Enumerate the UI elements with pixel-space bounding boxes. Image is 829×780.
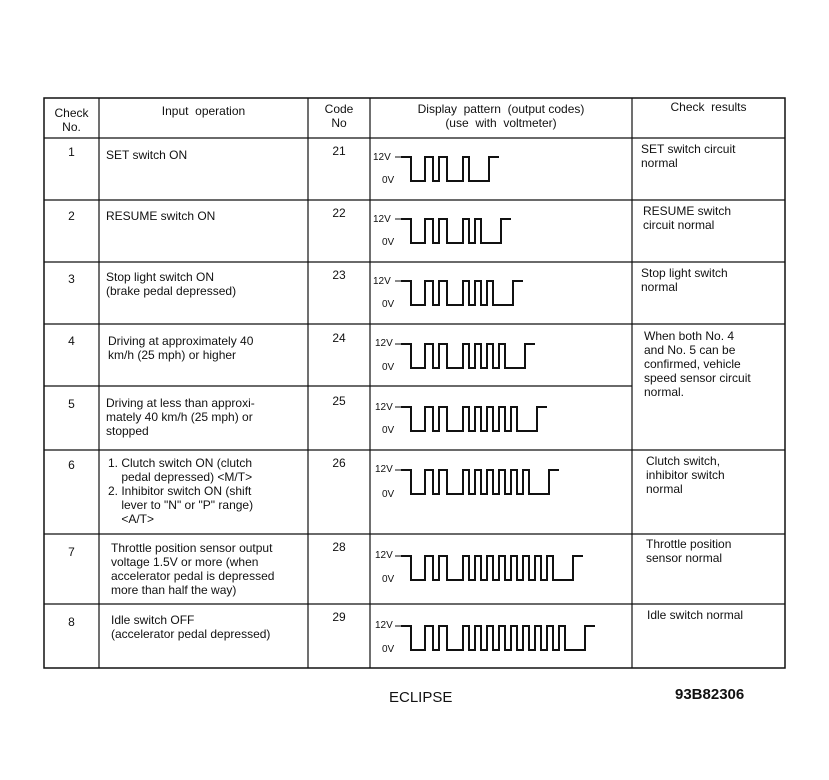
row-8-level-low: 0V bbox=[382, 644, 395, 655]
row-2-code: 22 bbox=[332, 206, 346, 220]
header-display-pattern: Display pattern (output codes) (use with voltmeter) bbox=[417, 102, 585, 130]
row-2-result: RESUME switch circuit normal bbox=[643, 204, 732, 232]
row-4-waveform bbox=[401, 344, 535, 368]
header-check-results: Check results bbox=[670, 100, 747, 114]
row-8-check-no: 8 bbox=[68, 615, 75, 629]
row-4-5-result: When both No. 4 and No. 5 can be confirmed, vehicle speed sensor circuit normal. bbox=[644, 329, 751, 399]
footer-model: ECLIPSE bbox=[389, 689, 453, 706]
row-1-result: SET switch circuit normal bbox=[641, 142, 736, 170]
row-1-code: 21 bbox=[332, 144, 346, 158]
row-2-level-high: 12V bbox=[373, 214, 391, 225]
row-5-input: Driving at less than approxi- mately 40 km/h (25 mph) or stopped bbox=[106, 396, 255, 438]
row-4-check-no: 4 bbox=[68, 334, 75, 348]
row-4-input: Driving at approximately 40 km/h (25 mph) or higher bbox=[108, 334, 254, 362]
row-3-result: Stop light switch normal bbox=[641, 266, 728, 294]
row-8-input: Idle switch OFF (accelerator pedal depressed) bbox=[111, 613, 271, 641]
row-1-level-low: 0V bbox=[382, 175, 395, 186]
row-5-waveform bbox=[401, 407, 547, 431]
row-6-input: 1. Clutch switch ON (clutch pedal depressed) <M/T> 2. Inhibitor switch ON (shift lever to "N" or "P" range) <A/T> bbox=[108, 456, 254, 526]
row-7-check-no: 7 bbox=[68, 545, 75, 559]
row-7-input: Throttle position sensor output voltage 1.5V or more (when accelerator pedal is depressed more than half the way) bbox=[111, 541, 275, 597]
row-2-input: RESUME switch ON bbox=[106, 209, 216, 223]
row-8-level-high: 12V bbox=[375, 620, 393, 631]
row-3-waveform bbox=[401, 281, 523, 305]
header-input-operation: Input operation bbox=[161, 104, 246, 118]
row-8-code: 29 bbox=[332, 610, 346, 624]
row-2-level-low: 0V bbox=[382, 237, 395, 248]
row-3-level-low: 0V bbox=[382, 299, 395, 310]
row-5-level-high: 12V bbox=[375, 402, 393, 413]
row-7-waveform bbox=[401, 556, 583, 580]
row-3-input: Stop light switch ON (brake pedal depressed) bbox=[106, 270, 237, 298]
row-5-check-no: 5 bbox=[68, 397, 75, 411]
row-6-level-low: 0V bbox=[382, 489, 395, 500]
row-2-waveform bbox=[401, 219, 511, 243]
row-6-waveform bbox=[401, 470, 559, 494]
row-3-code: 23 bbox=[332, 268, 346, 282]
row-5-level-low: 0V bbox=[382, 425, 395, 436]
row-4-level-high: 12V bbox=[375, 338, 393, 349]
header-code-no: Code No bbox=[324, 102, 354, 130]
row-3-check-no: 3 bbox=[68, 272, 75, 286]
row-2-check-no: 2 bbox=[68, 209, 75, 223]
row-1-input: SET switch ON bbox=[106, 148, 188, 162]
row-8-result: Idle switch normal bbox=[647, 608, 744, 622]
row-6-check-no: 6 bbox=[68, 458, 75, 472]
row-6-code: 26 bbox=[332, 456, 346, 470]
row-7-level-high: 12V bbox=[375, 550, 393, 561]
row-1-level-high: 12V bbox=[373, 152, 391, 163]
row-3-level-high: 12V bbox=[373, 276, 391, 287]
row-1-check-no: 1 bbox=[68, 145, 75, 159]
row-6-result: Clutch switch, inhibitor switch normal bbox=[646, 454, 725, 496]
header-check-no: Check No. bbox=[54, 106, 89, 134]
footer-figure-id: 93B82306 bbox=[675, 686, 745, 703]
row-7-level-low: 0V bbox=[382, 574, 395, 585]
row-4-level-low: 0V bbox=[382, 362, 395, 373]
waveform-group bbox=[395, 157, 595, 650]
row-8-waveform bbox=[401, 626, 595, 650]
row-4-code: 24 bbox=[332, 331, 346, 345]
row-5-code: 25 bbox=[332, 394, 346, 408]
row-7-code: 28 bbox=[332, 540, 346, 554]
row-1-waveform bbox=[401, 157, 499, 181]
row-6-level-high: 12V bbox=[375, 464, 393, 475]
row-7-result: Throttle position sensor normal bbox=[646, 537, 732, 565]
